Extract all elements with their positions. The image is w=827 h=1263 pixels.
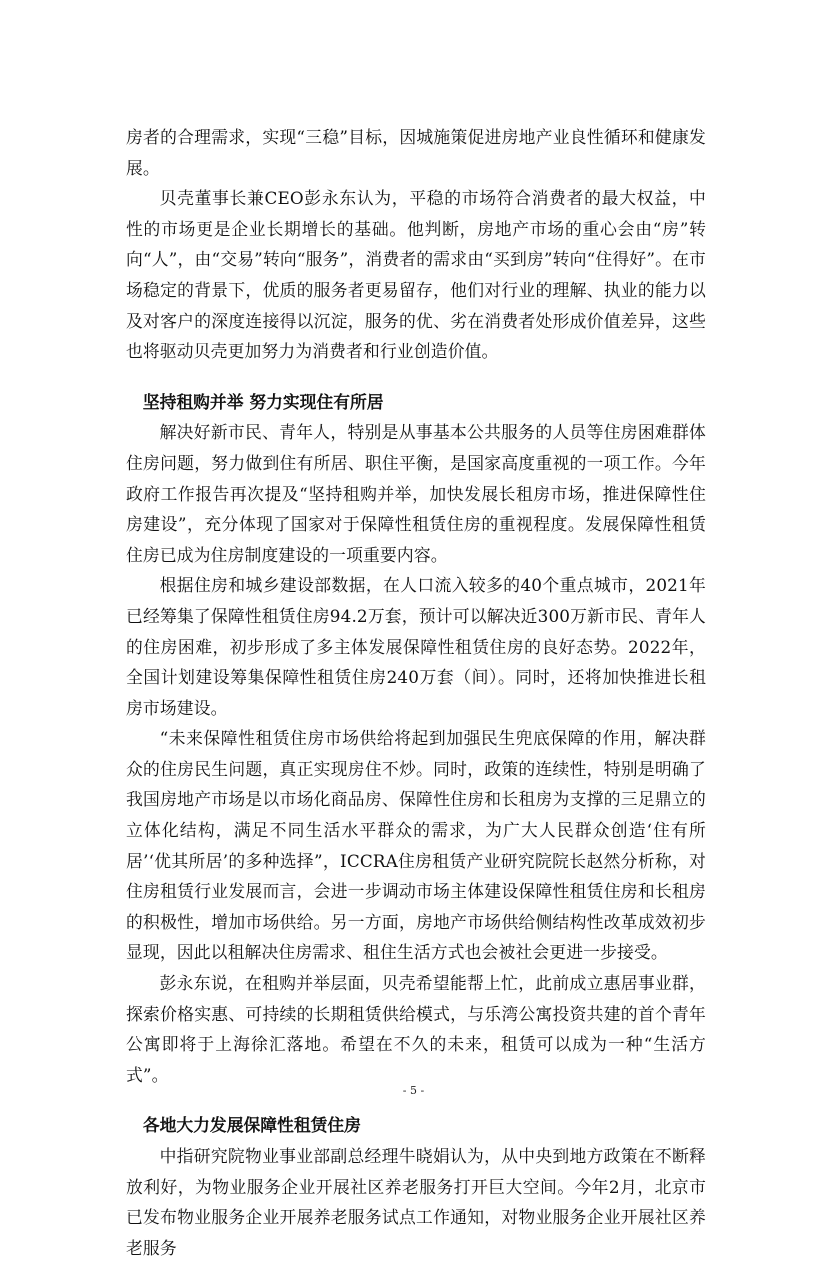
paragraph-property-services: 中指研究院物业事业部副总经理牛晓娟认为，从中央到地方政策在不断释放利好，为物业服务企业开展社区养老服务打开巨大空间。今年2月，北京市已发布物业服务企业开展养老服务试点工作通知，对物业服务企业开展社区养老服务 [126,1146,706,1258]
page-number: - 5 - [402,1084,425,1097]
paragraph-ministry-data: 根据住房和城乡建设部数据，在人口流入较多的40个重点城市，2021年已经筹集了保障性租赁住房94.2万套，预计可以解决近300万新市民、青年人的住房困难，初步形成了多主体发展保障性租赁住房的良好态势。2022年，全国计划建设筹集保障性租赁住房240万套（间）。同时，还将加快推进长租房市场建设。 [126,575,706,718]
paragraph-beike-rental: 彭永东说，在租购并举层面，贝壳希望能帮上忙，此前成立惠居事业群，探索价格实惠、可持续的长期租赁供给模式，与乐湾公寓投资共建的首个青年公寓即将于上海徐汇落地。希望在不久的未来，租赁可以成为一种“生活方式”。 [126,973,706,1085]
paragraph-housing-problem: 解决好新市民、青年人，特别是从事基本公共服务的人员等住房困难群体住房问题，努力做到住有所居、职住平衡，是国家高度重视的一项工作。今年政府工作报告再次提及“坚持租购并举，加快发展长租房市场，推进保障性住房建设”，充分体现了国家对于保障性租赁住房的重视程度。发展保障性租赁住房已成为住房制度建设的一项重要内容。 [126,422,706,565]
section-heading-rent-and-buy: 坚持租购并举 努力实现住有所居 [142,391,384,412]
paragraph-iccra-quote: “未来保障性租赁住房市场供给将起到加强民生兜底保障的作用，解决群众的住房民生问题，真正实现房住不炒。同时，政策的连续性，特别是明确了我国房地产市场是以市场化商品房、保障性住房和长租房为支撑的三足鼎立的立体化结构，满足不同生活水平群众的需求，为广大人民群众创造‘住有所居’‘优其所居’的多种选择”，ICCRA住房租赁产业研究院院长赵然分析称，对住房租赁行业发展而言，会进一步调动市场主体建设保障性租赁住房和长租房的积极性，增加市场供给。另一方面，房地产市场供给侧结构性改革成效初步显现，因此以租解决住房需求、租住生活方式也会被社会更进一步接受。 [126,728,706,963]
paragraph-continuation: 房者的合理需求，实现“三稳”目标，因城施策促进房地产业良性循环和健康发展。 [126,127,706,178]
section-heading-rental-housing: 各地大力发展保障性租赁住房 [142,1115,361,1136]
paragraph-beike-ceo-view: 贝壳董事长兼CEO彭永东认为，平稳的市场符合消费者的最大权益，中性的市场更是企业长期增长的基础。他判断，房地产市场的重心会由“房”转向“人”，由“交易”转向“服务”，消费者的需求由“买到房”转向“住得好”。在市场稳定的背景下，优质的服务者更易留存，他们对行业的理解、执业的能力以及对客户的深度连接得以沉淀，服务的优、劣在消费者处形成价值差异，这些也将驱动贝壳更加努力为消费者和行业创造价值。 [126,188,706,362]
